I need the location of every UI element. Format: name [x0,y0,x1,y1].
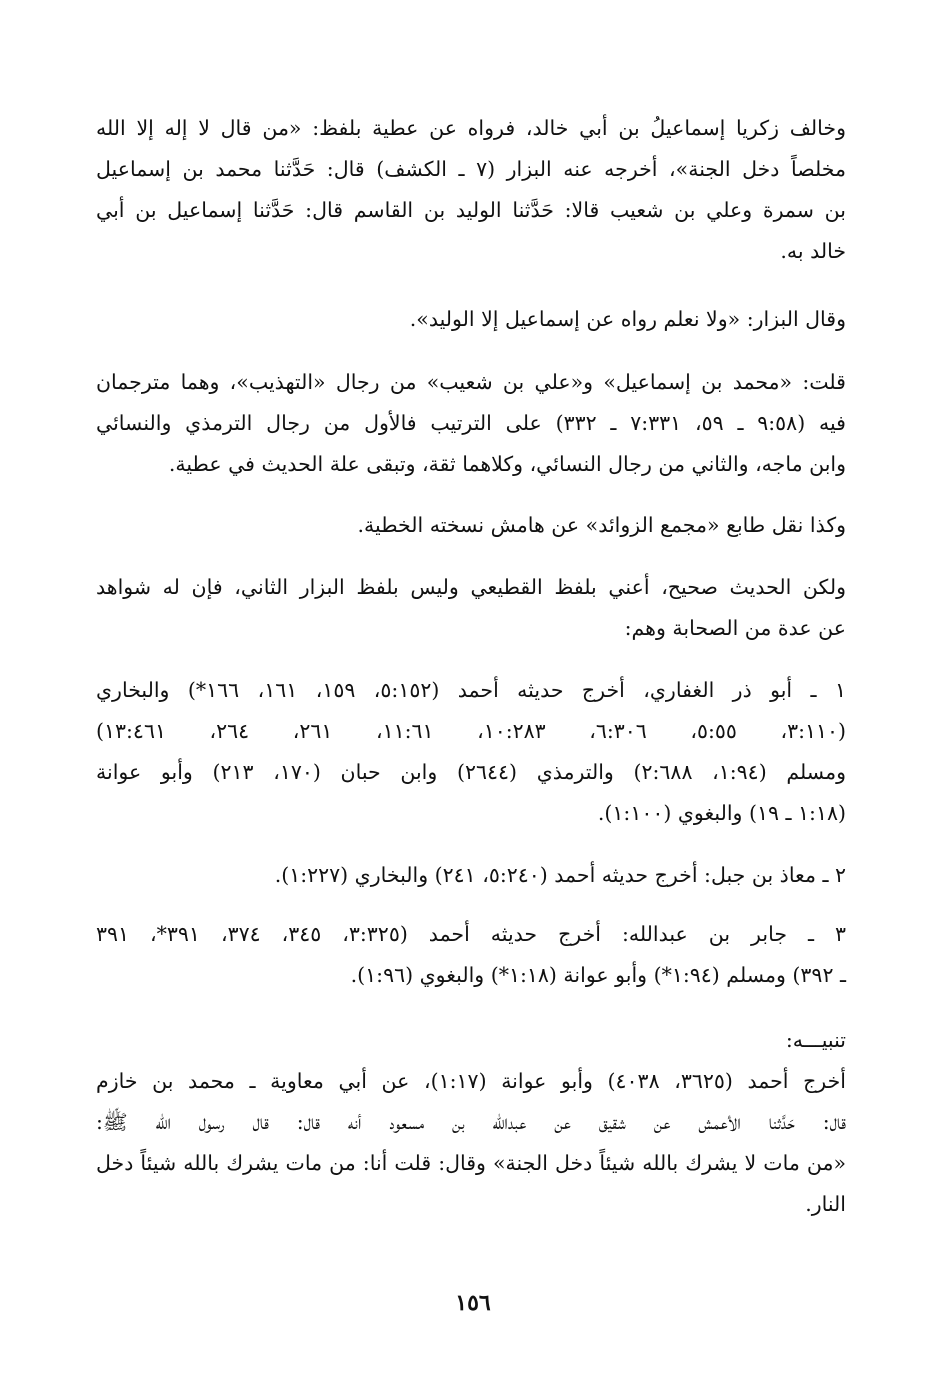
text-line: قال: حَدَّثنا الأعمش عن شقيق عن عبدالله بن مسعود أنه قال: قال رسول الله ﷺ: [96,1110,846,1134]
paragraph-1 [96,108,846,272]
text-line: وكذا نقل طابع «مجمع الزوائد» عن هامش نسخته الخطية. [357,513,846,537]
text-line: فيه (٩:٥٨ ـ ٥٩، ٧:٣٣١ ـ ٣٣٢) على الترتيب فالأول من رجال الترمذي والنسائي [96,411,846,435]
paragraph-6 [96,670,846,834]
text-line: أخرج أحمد (٣٦٢٥، ٤٠٣٨) وأبو عوانة (١:١٧)، عن أبي معاوية ـ محمد بن خازم [96,1069,846,1093]
text-line: ومسلم (١:٩٤، ٢:٦٨٨) والترمذي (٢٦٤٤) وابن حبان (١٧٠، ٢١٣) وأبو عوانة [96,760,846,784]
text-line: خالد به. [780,239,846,263]
text-line: ١ ـ أبو ذر الغفاري، أخرج حديثه أحمد (٥:١٥٢، ١٥٩، ١٦١، ١٦٦*) والبخاري [96,678,846,702]
page-number: ١٥٦ [455,1290,491,1316]
paragraph-5 [96,567,846,649]
paragraph-4 [96,505,846,546]
paragraph-2 [96,299,846,340]
paragraph-3 [96,362,846,485]
paragraph-8 [96,914,846,996]
text-line: ٢ ـ معاذ بن جبل: أخرج حديثه أحمد (٥:٢٤٠، ٢٤١) والبخاري (١:٢٢٧). [274,863,846,887]
text-line: قلت: «محمد بن إسماعيل» و«علي بن شعيب» من رجال «التهذيب»، وهما مترجمان [96,370,846,394]
text-line: بن سمرة وعلي بن شعيب قالا: حَدَّثنا الوليد بن القاسم قال: حَدَّثنا إسماعيل بن أبي [96,198,846,222]
text-line: (١:١٨ ـ ١٩) والبغوي (١:١٠٠). [597,801,846,825]
text-line: وابن ماجه، والثاني من رجال النسائي، وكلاهما ثقة، وتبقى علة الحديث في عطية. [168,452,846,476]
text-line: وخالف زكريا إسماعيلُ بن أبي خالد، فرواه عن عطية بلفظ: «من قال لا إله إلا الله [96,116,846,140]
text-line: وقال البزار: «ولا نعلم رواه عن إسماعيل إلا الوليد». [409,307,846,331]
paragraph-7 [96,855,846,896]
text-line: «من مات لا يشرك بالله شيئاً دخل الجنة» وقال: قلت أنا: من مات يشرك بالله شيئاً دخل [96,1151,846,1175]
text-line: مخلصاً دخل الجنة»، أخرجه عنه البزار (٧ ـ الكشف) قال: حَدَّثنا محمد بن إسماعيل [96,157,846,181]
text-line: (٣:١١٠، ٥:٥٥، ٦:٣٠٦، ١٠:٢٨٣، ١١:٦١، ٢٦١، ٢٦٤، ١٣:٤٦١) [96,719,847,743]
paragraph-9-note [96,1020,846,1225]
text-line: ـ ٣٩٢) ومسلم (١:٩٤*) وأبو عوانة (١:١٨*) والبغوي (١:٩٦). [350,963,846,987]
text-line: ولكن الحديث صحيح، أعني بلفظ القطيعي وليس بلفظ البزار الثاني، فإن له شواهد [96,575,846,599]
note-heading: تنبيـــه: [785,1028,846,1052]
text-line: ٣ ـ جابر بن عبدالله: أخرج حديثه أحمد (٣:٣٢٥، ٣٤٥، ٣٧٤، ٣٩١*، ٣٩١ [96,922,846,946]
text-line: عن عدة من الصحابة وهم: [624,616,846,640]
text-line: النار. [805,1192,846,1216]
